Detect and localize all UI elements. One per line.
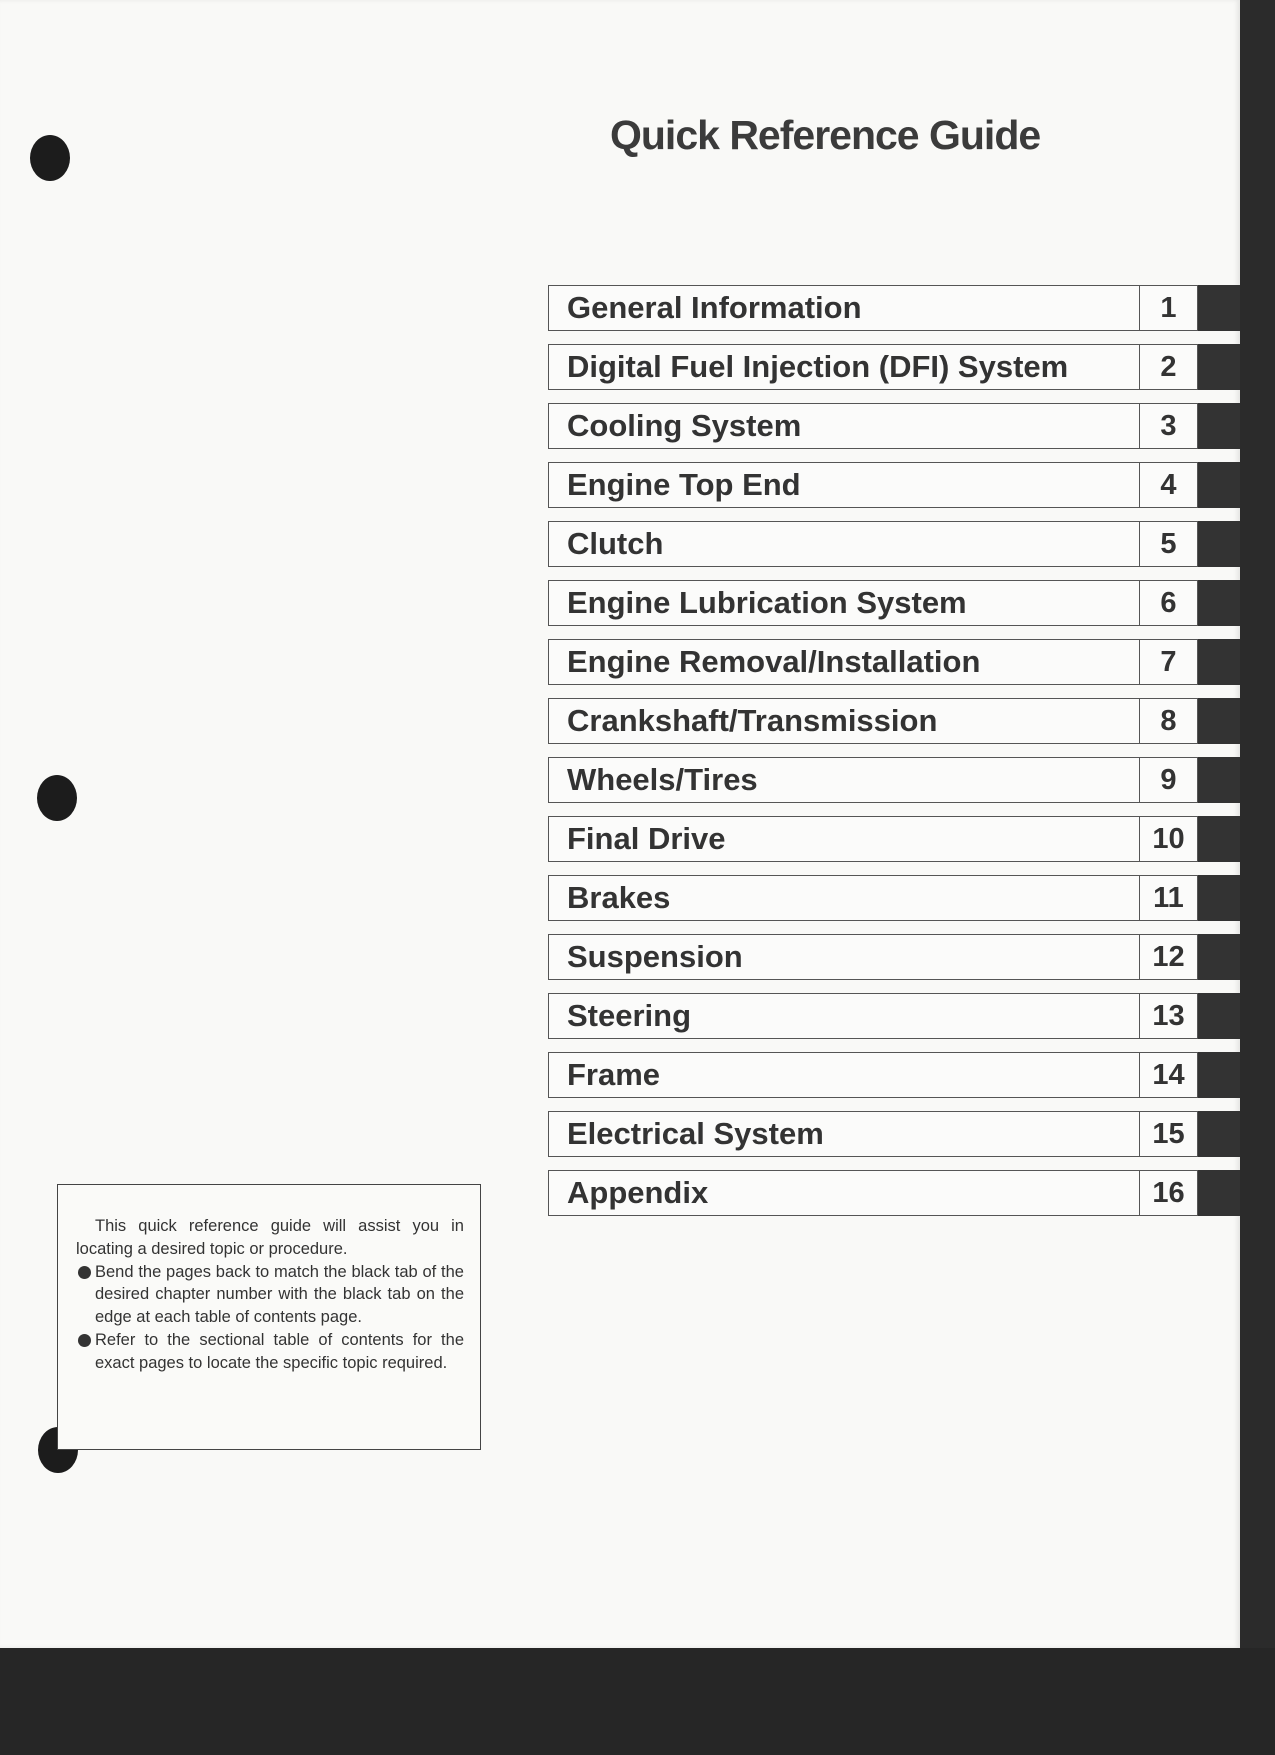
- bullet-dot-icon: [78, 1334, 91, 1347]
- chapter-entry-clutch[interactable]: [548, 521, 1243, 567]
- chapter-entry-final-drive[interactable]: [548, 816, 1243, 862]
- usage-note-bullet-text: Refer to the sectional table of contents for the exact pages to locate the specific topic required.: [95, 1330, 464, 1372]
- chapter-number: 15: [1140, 1111, 1198, 1157]
- chapter-number: 3: [1140, 403, 1198, 449]
- scanner-edge-strip: [1240, 0, 1275, 1755]
- chapter-title: Engine Lubrication System: [548, 580, 1140, 626]
- chapter-title: Engine Removal/Installation: [548, 639, 1140, 685]
- chapter-black-tab: [1198, 285, 1243, 331]
- chapter-black-tab: [1198, 934, 1243, 980]
- chapter-black-tab: [1198, 816, 1243, 862]
- page-title: Quick Reference Guide: [610, 112, 1041, 158]
- chapter-number: 13: [1140, 993, 1198, 1039]
- chapter-black-tab: [1198, 344, 1243, 390]
- scanner-bottom-strip: [0, 1648, 1275, 1755]
- chapter-black-tab: [1198, 1170, 1243, 1216]
- chapter-entry-frame[interactable]: [548, 1052, 1243, 1098]
- chapter-title: Steering: [548, 993, 1140, 1039]
- chapter-title: Appendix: [548, 1170, 1140, 1216]
- chapter-title: Clutch: [548, 521, 1140, 567]
- chapter-black-tab: [1198, 993, 1243, 1039]
- chapter-number: 5: [1140, 521, 1198, 567]
- chapter-black-tab: [1198, 698, 1243, 744]
- chapter-black-tab: [1198, 639, 1243, 685]
- chapter-number: 14: [1140, 1052, 1198, 1098]
- chapter-entry-appendix[interactable]: [548, 1170, 1243, 1216]
- usage-note-bullet: [76, 1329, 464, 1375]
- chapter-number: 8: [1140, 698, 1198, 744]
- chapter-title: Engine Top End: [548, 462, 1140, 508]
- chapter-number: 1: [1140, 285, 1198, 331]
- chapter-entry-wheels-tires[interactable]: [548, 757, 1243, 803]
- chapter-number: 2: [1140, 344, 1198, 390]
- bullet-dot-icon: [78, 1266, 91, 1279]
- chapter-entry-cooling-system[interactable]: [548, 403, 1243, 449]
- chapter-black-tab: [1198, 1052, 1243, 1098]
- chapter-title: Frame: [548, 1052, 1140, 1098]
- chapter-black-tab: [1198, 403, 1243, 449]
- chapter-entry-general-information[interactable]: [548, 285, 1243, 331]
- chapter-entry-steering[interactable]: [548, 993, 1243, 1039]
- chapter-number: 9: [1140, 757, 1198, 803]
- usage-note-bullet-text: Bend the pages back to match the black tab of the desired chapter number with the black tab on the edge at each table of contents page.: [95, 1262, 464, 1327]
- chapter-entry-electrical-system[interactable]: [548, 1111, 1243, 1157]
- chapter-black-tab: [1198, 580, 1243, 626]
- chapter-number: 7: [1140, 639, 1198, 685]
- chapter-black-tab: [1198, 1111, 1243, 1157]
- chapter-black-tab: [1198, 875, 1243, 921]
- chapter-entry-engine-lubrication-system[interactable]: [548, 580, 1243, 626]
- chapter-entry-dfi-system[interactable]: [548, 344, 1243, 390]
- chapter-title: Brakes: [548, 875, 1140, 921]
- chapter-number: 16: [1140, 1170, 1198, 1216]
- chapter-entry-crankshaft-transmission[interactable]: [548, 698, 1243, 744]
- chapter-number: 10: [1140, 816, 1198, 862]
- chapter-title: Digital Fuel Injection (DFI) System: [548, 344, 1140, 390]
- chapter-title: Crankshaft/Transmission: [548, 698, 1140, 744]
- chapter-title: Final Drive: [548, 816, 1140, 862]
- chapter-title: Wheels/Tires: [548, 757, 1140, 803]
- chapter-entry-engine-removal-installation[interactable]: [548, 639, 1243, 685]
- chapter-number: 12: [1140, 934, 1198, 980]
- chapter-title: Electrical System: [548, 1111, 1140, 1157]
- chapter-black-tab: [1198, 757, 1243, 803]
- usage-note-intro: This quick reference guide will assist you in locating a desired topic or procedure.: [76, 1217, 464, 1258]
- chapter-index: [548, 285, 1243, 1229]
- chapter-number: 11: [1140, 875, 1198, 921]
- usage-note-box: [57, 1184, 481, 1450]
- chapter-number: 6: [1140, 580, 1198, 626]
- usage-note-bullet: [76, 1261, 464, 1329]
- chapter-entry-engine-top-end[interactable]: [548, 462, 1243, 508]
- chapter-title: General Information: [548, 285, 1140, 331]
- punch-hole-middle: [37, 775, 77, 821]
- chapter-entry-brakes[interactable]: [548, 875, 1243, 921]
- chapter-title: Suspension: [548, 934, 1140, 980]
- chapter-black-tab: [1198, 521, 1243, 567]
- punch-hole-top: [30, 135, 70, 181]
- chapter-title: Cooling System: [548, 403, 1140, 449]
- chapter-black-tab: [1198, 462, 1243, 508]
- chapter-number: 4: [1140, 462, 1198, 508]
- chapter-entry-suspension[interactable]: [548, 934, 1243, 980]
